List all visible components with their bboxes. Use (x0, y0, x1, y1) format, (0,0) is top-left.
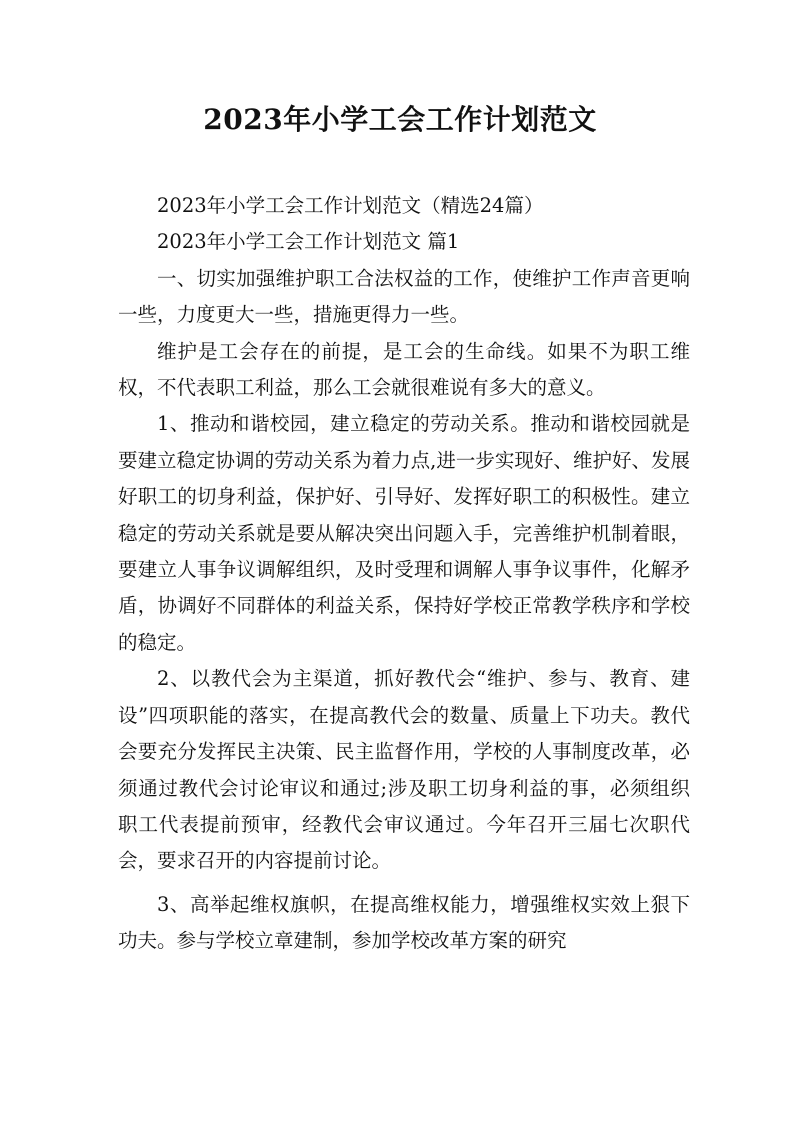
paragraph: 一、切实加强维护职工合法权益的工作，使维护工作声音更响一些，力度更大一些，措施更得力一些。 (118, 266, 690, 327)
paragraph: 1、推动和谐校园，建立稳定的劳动关系。推动和谐校园就是要建立稳定协调的劳动关系为着力点,进一步实现好、维护好、发展好职工的切身利益，保护好、引导好、发挥好职工的积极性。建立稳定的劳动关系就是要从解决突出问题入手，完善维护机制着眼，要建立人事争议调解组织，及时受理和调解人事争议事件，化解矛盾，协调好不同群体的利益关系，保持好学校正常教学秩序和学校的稳定。 (118, 412, 690, 654)
paragraph: 3、高举起维权旗帜，在提高维权能力，增强维权实效上狠下功夫。参与学校立章建制，参加学校改革方案的研究 (118, 892, 690, 953)
paragraph-section-heading: 2023年小学工会工作计划范文 篇1 (157, 230, 460, 254)
paragraph: 维护是工会存在的前提，是工会的生命线。如果不为职工维权，不代表职工利益，那么工会就很难说有多大的意义。 (118, 339, 690, 400)
document-body (118, 188, 690, 960)
paragraph: 2、以教代会为主渠道，抓好教代会“维护、参与、教育、建设”四项职能的落实，在提高教代会的数量、质量上下功夫。教代会要充分发挥民主决策、民主监督作用，学校的人事制度改革，必须通过教代会讨论审议和通过;涉及职工切身利益的事，必须组织职工代表提前预审，经教代会审议通过。今年召开三届七次职代会，要求召开的内容提前讨论。 (118, 667, 690, 873)
paragraph-subtitle: 2023年小学工会工作计划范文（精选24篇） (157, 194, 544, 217)
document-title: 2023年小学工会工作计划范文 (203, 103, 597, 136)
